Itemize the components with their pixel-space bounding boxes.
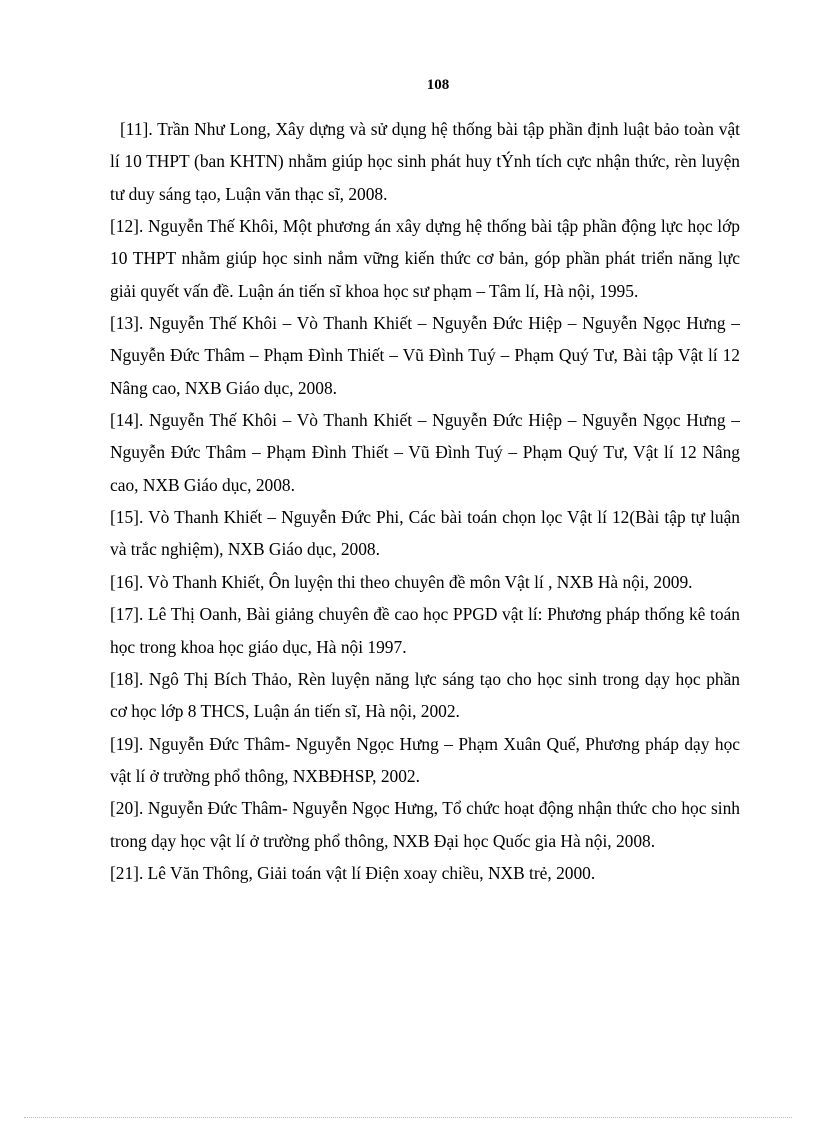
reference-item: [15]. Vò Thanh Khiết – Nguyễn Đức Phi, Các bài toán chọn lọc Vật lí 12(Bài tập tự luận và trắc nghiệm), NXB Giáo dục, 2008. xyxy=(110,507,740,560)
reference-item: [11]. Trần Như Long, Xây dựng và sử dụng hệ thống bài tập phần định luật bảo toàn vật lí 10 THPT (ban KHTN) nhằm giúp học sinh phát huy tÝnh tích cực nhận thức, rèn luyện tư duy sáng tạo, Luận văn thạc sĩ, 2008. xyxy=(110,119,740,204)
reference-item: [19]. Nguyễn Đức Thâm- Nguyễn Ngọc Hưng – Phạm Xuân Quế, Phương pháp dạy học vật lí ở trường phổ thông, NXBĐHSP, 2002. xyxy=(110,733,740,786)
reference-list xyxy=(110,113,740,889)
reference-item: [21]. Lê Văn Thông, Giải toán vật lí Điện xoay chiều, NXB trẻ, 2000. xyxy=(110,862,596,883)
reference-item: [14]. Nguyễn Thế Khôi – Vò Thanh Khiết – Nguyễn Đức Hiệp – Nguyễn Ngọc Hưng – Nguyễn Đức Thâm – Phạm Đình Thiết – Vũ Đình Tuý – Phạm Quý Tư, Vật lí 12 Nâng cao, NXB Giáo dục, 2008. xyxy=(110,410,740,495)
page-number: 108 xyxy=(426,77,450,93)
reference-item: [17]. Lê Thị Oanh, Bài giảng chuyên đề cao học PPGD vật lí: Phương pháp thống kê toán học trong khoa học giáo dục, Hà nội 1997. xyxy=(110,604,740,657)
reference-item: [18]. Ngô Thị Bích Thảo, Rèn luyện năng lực sáng tạo cho học sinh trong dạy học phần cơ học lớp 8 THCS, Luận án tiến sĩ, Hà nội, 2002. xyxy=(110,668,740,722)
reference-item: [12]. Nguyễn Thế Khôi, Một phương án xây dựng hệ thống bài tập phần động lực học lớp 10 THPT nhằm giúp học sinh nắm vững kiến thức cơ bản, góp phần phát triển năng lực giải quyết vấn đề. Luận án tiến sĩ khoa học sư phạm – Tâm lí, Hà nội, 1995. xyxy=(110,216,740,301)
reference-item: [20]. Nguyễn Đức Thâm- Nguyễn Ngọc Hưng, Tổ chức hoạt động nhận thức cho học sinh trong dạy học vật lí ở trường phổ thông, NXB Đại học Quốc gia Hà nội, 2008. xyxy=(110,798,740,851)
page-bottom-divider xyxy=(24,1117,792,1118)
reference-item: [13]. Nguyễn Thế Khôi – Vò Thanh Khiết – Nguyễn Đức Hiệp – Nguyễn Ngọc Hưng – Nguyễn Đức Thâm – Phạm Đình Thiết – Vũ Đình Tuý – Phạm Quý Tư, Bài tập Vật lí 12 Nâng cao, NXB Giáo dục, 2008. xyxy=(110,313,740,398)
reference-item: [16]. Vò Thanh Khiết, Ôn luyện thi theo chuyên đề môn Vật lí , NXB Hà nội, 2009. xyxy=(110,571,693,592)
